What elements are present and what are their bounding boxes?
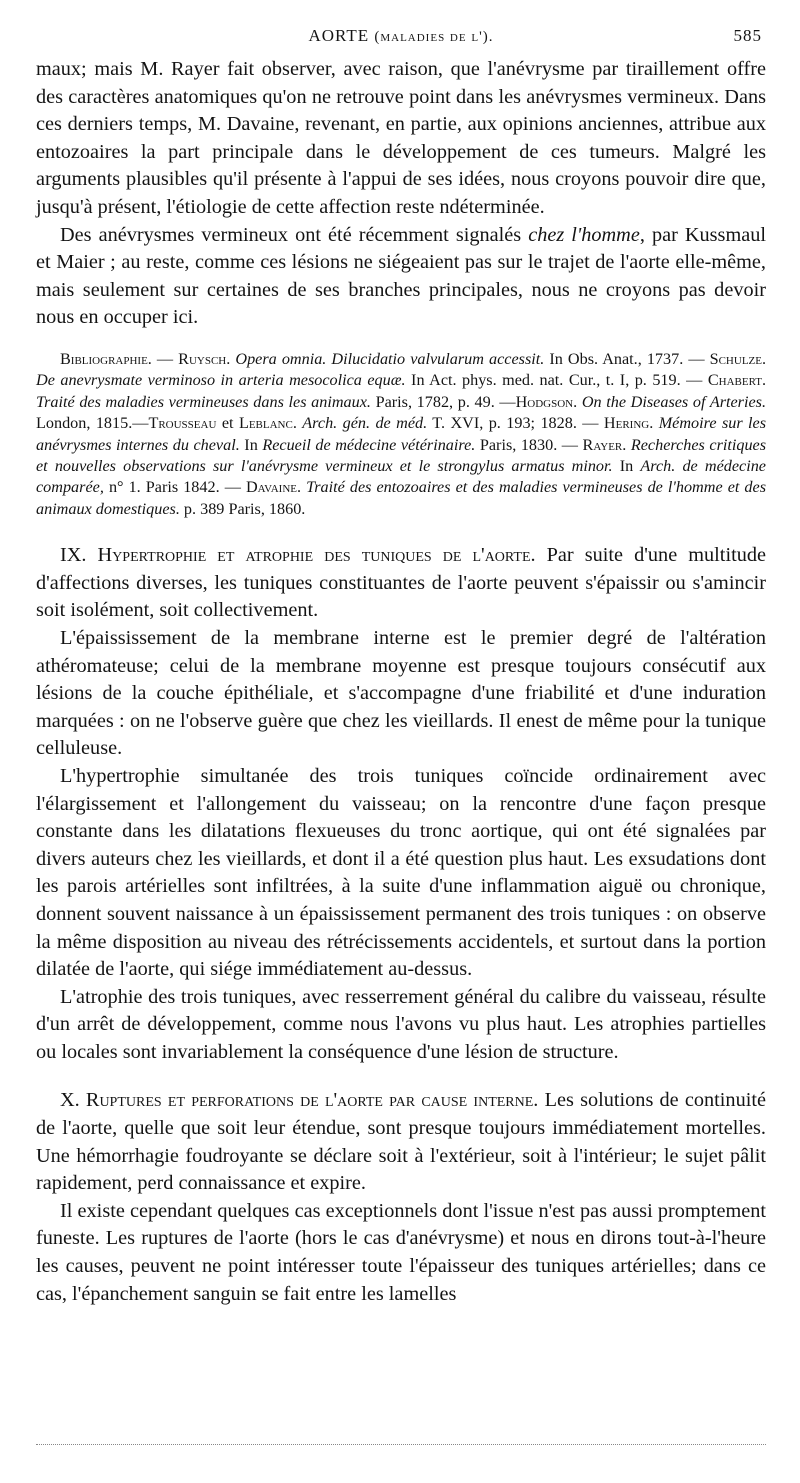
section-ix-intro: IX. Hypertrophie et atrophie des tuniques de l'aorte. Par suite d'une multitude d'affections diverses, les tuniques constituantes de l'aorte peuvent s'épaissir ou s'amincir soit isolément, soit collectivement. — [36, 544, 766, 622]
section-x-paragraph: Il existe cependant quelques cas exceptionnels dont l'issue n'est pas aussi promptement funeste. Les ruptures de l'aorte (hors le cas d'anévrysme) et nous en dirons tout-à-l'heure les causes, peuvent ne point intéresser toute l'épaisseur des tuniques artérielles; dans ce cas, l'épanchement sanguin se fait entre les lamelles — [36, 1199, 766, 1305]
section-ix — [36, 542, 766, 1066]
section-ix-number: IX. — [60, 544, 87, 567]
running-title-main: AORTE — [308, 26, 370, 45]
section-x-number: X. — [60, 1089, 80, 1112]
section-ix-paragraph: L'épaississement de la membrane interne est le premier degré de l'altération athéromateuse; celui de la membrane moyenne est presque toujours consécutif aux lésions de la couche épithéliale, et s'accompagne d'une friabilité et d'une induration marquées : on ne l'observe guère que chez les vieillards. Il enest de même pour la tunique celluleuse. — [36, 626, 766, 760]
section-x-intro: X. Ruptures et perforations de l'aorte par cause interne. Les solutions de continuité de l'aorte, quelle que soit leur étendue, sont presque toujours immédiatement mortelles. Une hémorrhagie foudroyante se déclare soit à l'extérieur, soit à l'intérieur; le sujet pâlit rapidement, perd connaissance et expire. — [36, 1089, 766, 1195]
main-text — [36, 56, 766, 332]
paragraph-vermineux: Des anévrysmes vermineux ont été récemment signalés chez l'homme, par Kussmaul et Maier ; au reste, comme ces lésions ne siégeaient pas sur le trajet de l'aorte elle-même, mais seulement sur certaines de ses branches principales, nous ne croyons pas devoir nous en occuper ici. — [36, 223, 766, 329]
italic-phrase: chez l'homme — [528, 223, 640, 246]
section-ix-heading: Hypertrophie et atrophie des tuniques de l'aorte. — [97, 544, 536, 567]
paragraph-continuation: maux; mais M. Rayer fait observer, avec raison, que l'anévrysme par tiraillement offre des caractères anatomiques qu'on ne retrouve point dans les anévrysmes vermineux. Dans ces derniers temps, M. Davaine, revenant, en partie, aux opinions anciennes, attribue aux entozoaires la part principale dans le développement de ces tumeurs. Malgré les arguments plausibles qu'il présente à l'appui de ses idées, nous croyons pouvoir dire que, jusqu'à présent, l'étiologie de cette affection reste ndéterminée. — [36, 58, 766, 218]
section-ix-paragraph: L'hypertrophie simultanée des trois tuniques coïncide ordinairement avec l'élargissement et l'allongement du vaisseau; on la rencontre d'une façon presque constante dans les dilatations flexueuses du tronc aortique, qui ont été signalées par divers auteurs chez les vieillards, et dont il a été question plus haut. Les exsudations dont les parois artérielles sont infiltrées, à la suite d'une inflammation aiguë ou chronique, donnent souvent naissance à un épaississement permanent des trois tuniques : on observe la même disposition au niveau des rétrécissements accidentels, et surtout dans la portion dilatée de l'aorte, qui siége immédiatement au-dessus. — [36, 764, 766, 981]
footer-dotted-rule — [36, 1444, 766, 1445]
running-title — [36, 26, 766, 46]
bibliography-label: Bibliographie. — [60, 349, 152, 368]
running-header — [36, 26, 766, 56]
page-number: 585 — [733, 26, 762, 45]
section-ix-paragraph: L'atrophie des trois tuniques, avec resserrement général du calibre du vaisseau, résulte d'un arrêt de développement, comme nous l'avons vu plus haut. Les atrophies partielles ou locales sont invariablement la conséquence d'une lésion de structure. — [36, 985, 766, 1063]
section-x — [36, 1087, 766, 1308]
running-title-sub: (maladies de l'). — [374, 29, 494, 45]
section-x-heading: Ruptures et perforations de l'aorte par cause interne. — [85, 1089, 539, 1112]
bibliography: Bibliographie. — Ruysch. Opera omnia. Dilucidatio valvularum accessit. In Obs. Anat., 1737. — Schulze. De anevrysmate verminoso in arteria mesocolica equæ. In Act. phys. med. nat. Cur., t. I, p. 519. — Chabert. Traité des maladies vermineuses dans les animaux. Paris, 1782, p. 49. —Hodgson. On the Diseases of Arteries. London, 1815.—Trousseau et Leblanc. Arch. gén. de méd. T. XVI, p. 193; 1828. — Hering. Mémoire sur les anévrysmes internes du cheval. In Recueil de médecine vétérinaire. Paris, 1830. — Rayer. Recherches critiques et nouvelles observations sur l'anévrysme vermineux et le strongylus armatus minor. In Arch. de médecine comparée, n° 1. Paris 1842. — Davaine. Traité des entozoaires et des maladies vermineuses de l'homme et des animaux domestiques. p. 389 Paris, 1860. — [36, 349, 767, 518]
